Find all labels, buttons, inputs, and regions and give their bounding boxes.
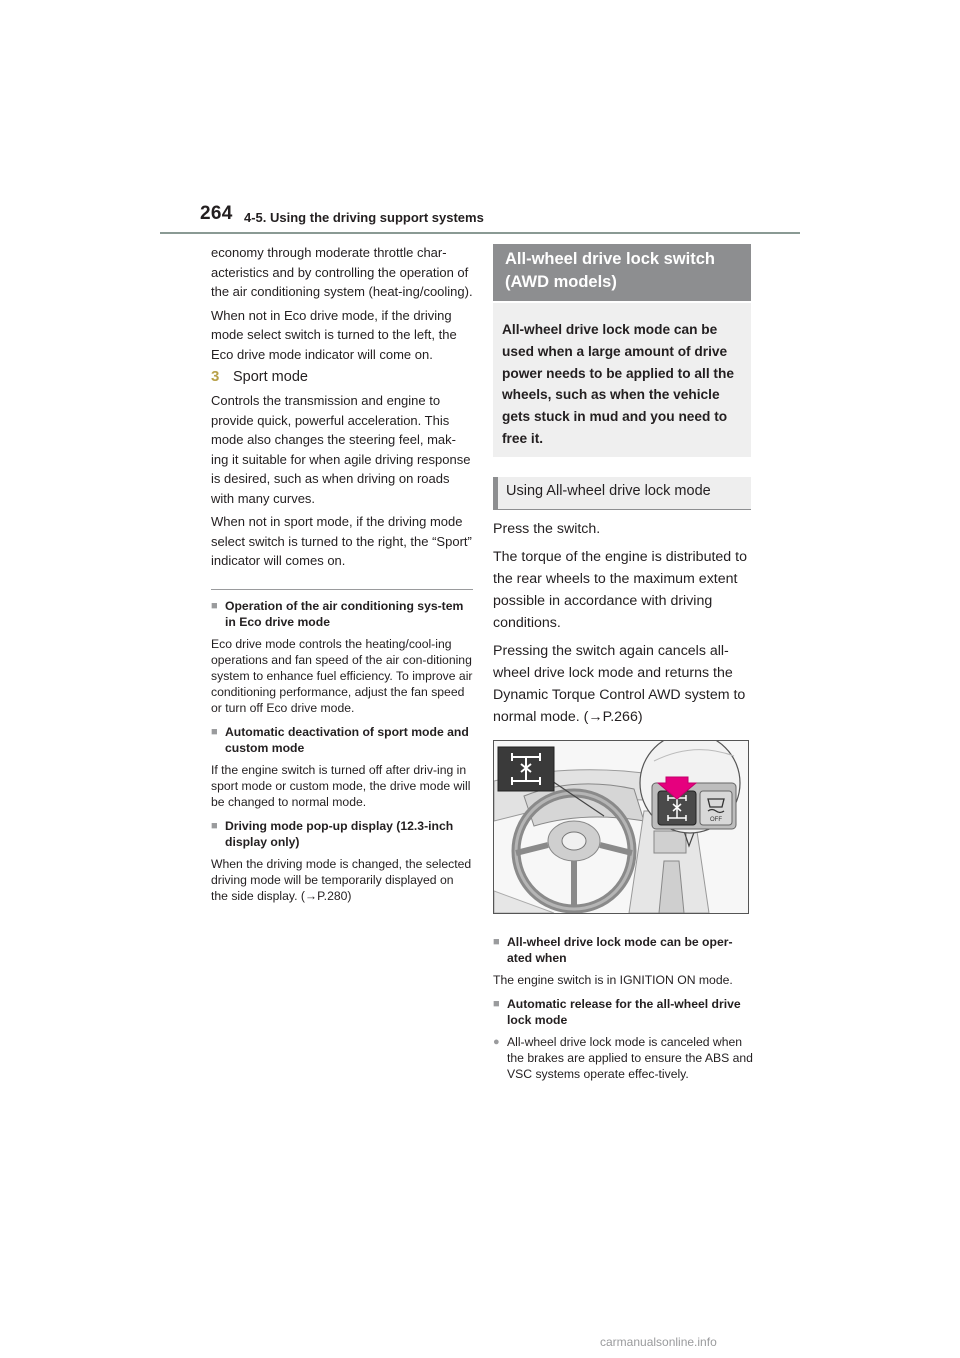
using-awd-heading: Using All-wheel drive lock mode (493, 477, 751, 510)
left-column (211, 243, 473, 912)
awd-section-title: All-wheel drive lock switch (AWD models) (493, 244, 751, 301)
note-text-popup: When the driving mode is changed, the selected driving mode will be temporarily displayed on the side display. (→P.280) (211, 856, 472, 903)
page-number: 264 (200, 203, 233, 224)
sport-mode-heading (211, 368, 473, 385)
dashboard-illustration (494, 741, 748, 913)
header-rule (160, 232, 800, 234)
awd-intro-box: All-wheel drive lock mode can be used when a large amount of drive power needs to be applied to all the wheels, such as when the vehicle gets stuck in mud and you need to free it. (493, 303, 751, 457)
note-heading-deactivation: ■ Automatic deactivation of sport mode and custom mode (211, 724, 473, 756)
note-text-deactivation: If the engine switch is turned off after driv-ing in sport mode or custom mode, the drive mode will be changed to normal mode. (211, 762, 471, 809)
note-heading-popup: ■ Driving mode pop-up display (12.3-inch display only) (211, 818, 473, 850)
off-label: OFF (710, 817, 722, 823)
left-paragraph-2: When not in Eco drive mode, if the driving mode select switch is turned to the left, the Eco drive mode indicator will come on. (211, 307, 457, 362)
mode-number: 3 (211, 368, 220, 385)
note-heading-ac: ■ Operation of the air conditioning sys-tem in Eco drive mode (211, 598, 473, 630)
awd-switch-figure (493, 740, 749, 914)
mode-title: Sport mode (233, 369, 308, 385)
section-title: 4-5. Using the driving support systems (244, 210, 484, 225)
right-body (493, 518, 751, 734)
note-text-operable: The engine switch is in IGNITION ON mode. (493, 973, 733, 987)
note-heading-release: ■ Automatic release for the all-wheel drive lock mode (493, 996, 753, 1028)
right-paragraph-3: Pressing the switch again cancels all-wheel drive lock mode and returns the Dynamic Torque Control AWD system to normal mode. (→P.266) (493, 643, 746, 725)
right-paragraph-1: Press the switch. (493, 521, 601, 537)
note-text-ac: Eco drive mode controls the heating/cool-ing operations and fan speed of the air con-ditioning system to enhance fuel efficiency. To improve air conditioning performance, adjust the fan speed or turn off Eco drive mode. (211, 636, 473, 715)
divider (211, 589, 473, 590)
left-paragraph-1: economy through moderate throttle char-acteristics and by controlling the operation of the air conditioning system (heat-ing/cooling). (211, 245, 473, 299)
note-bullet-release: ● All-wheel drive lock mode is canceled when the brakes are applied to ensure the ABS and VSC systems operate effec-tively. (493, 1034, 753, 1082)
left-paragraph-4: When not in sport mode, if the driving mode select switch is turned to the right, the “Sport” indicator will comes on. (211, 514, 472, 568)
watermark: carmanualsonline.info (600, 1335, 717, 1349)
note-heading-operable: ■ All-wheel drive lock mode can be oper-ated when (493, 934, 753, 966)
right-paragraph-2: The torque of the engine is distributed to the rear wheels to the maximum extent possible in accordance with driving conditions. (493, 549, 747, 631)
left-paragraph-3: Controls the transmission and engine to provide quick, powerful acceleration. This mode also changes the steering feel, mak-ing it suitable for when agile driving response is desired, such as when driving on roads with many curves. (211, 393, 471, 506)
right-notes (493, 934, 753, 1082)
